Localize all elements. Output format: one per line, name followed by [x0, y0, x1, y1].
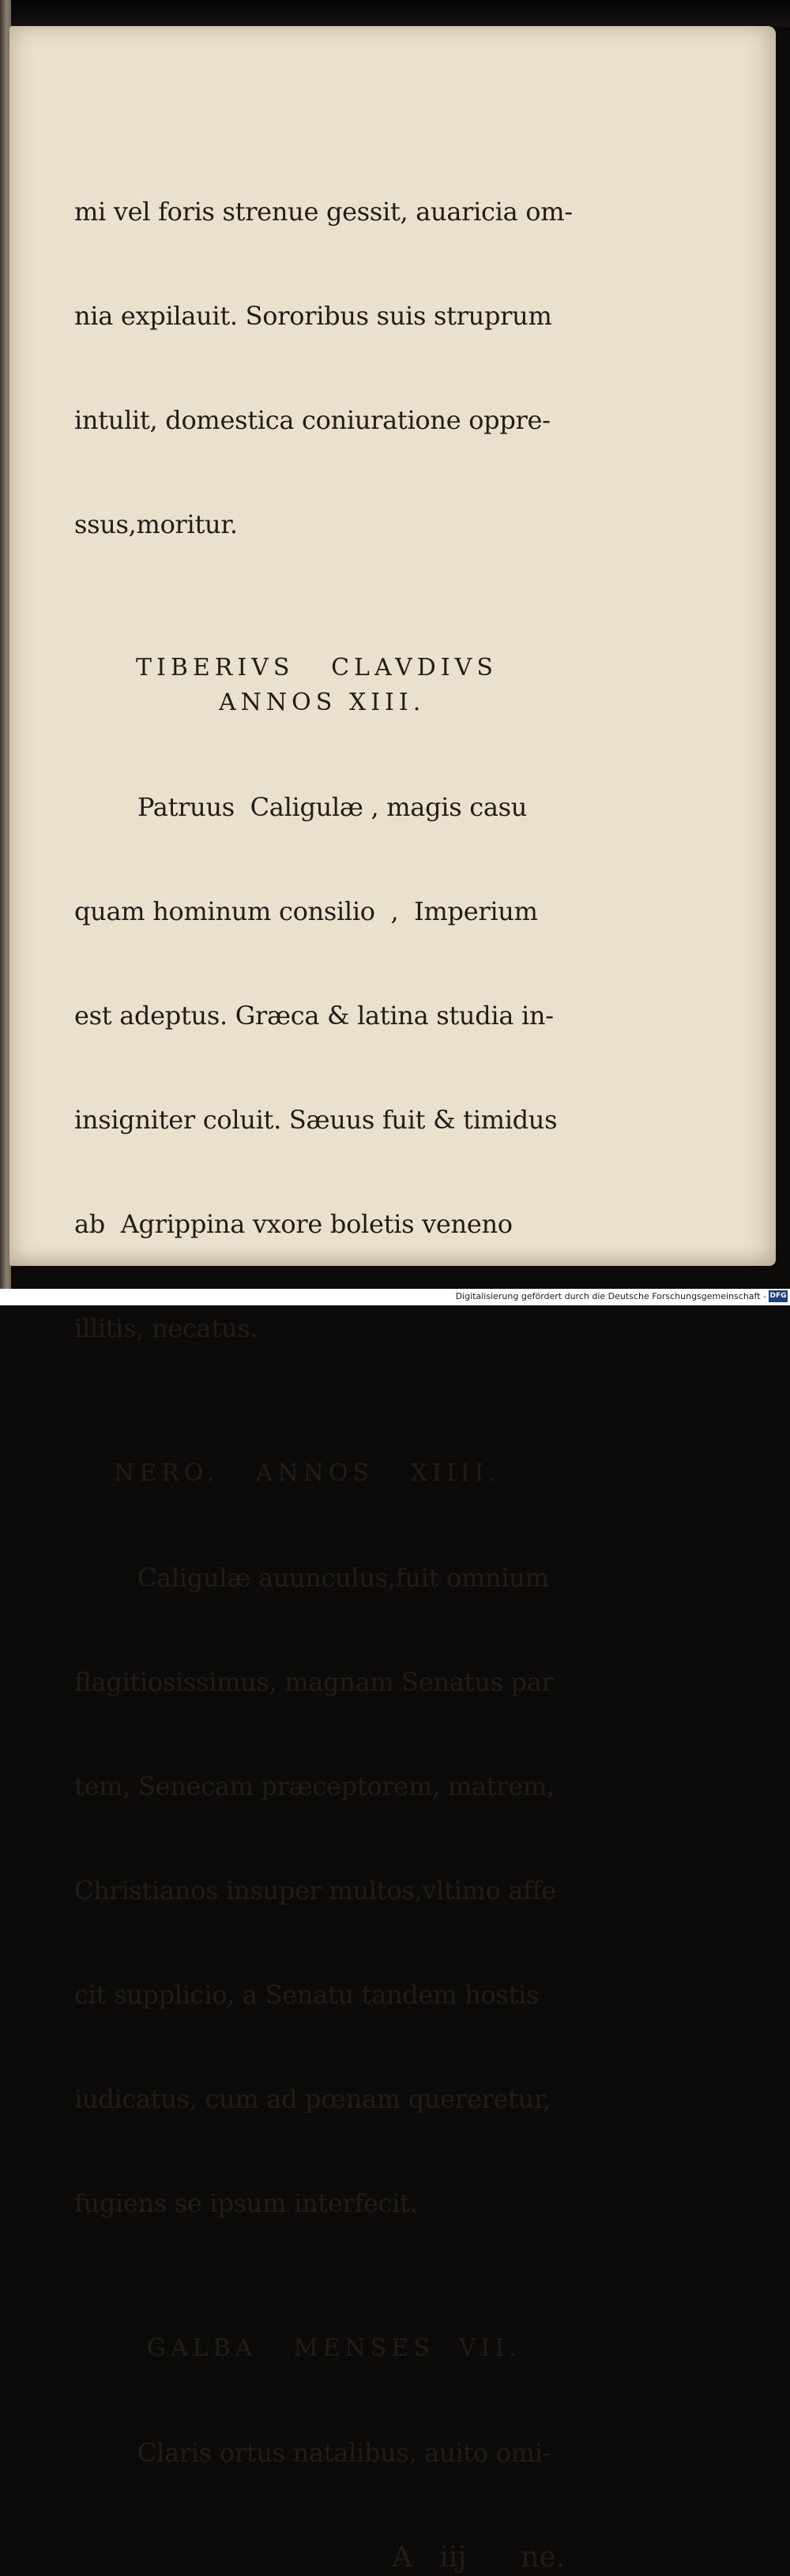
text-line: quam hominum consilio , Imperium	[74, 896, 538, 926]
text-line: ab Agrippina vxore boletis veneno	[74, 1209, 513, 1239]
paragraph-caligula-end	[74, 125, 611, 611]
paragraph-galba	[74, 2366, 611, 2540]
text-line: mi vel foris strenue gessit, auaricia om-	[74, 197, 573, 227]
page-text	[74, 125, 611, 2576]
text-line: flagitiosissimus, magnam Senatus par	[74, 1667, 554, 1697]
heading-claudius-years: ANNOS XIII.	[219, 689, 426, 716]
text-line: ssus,moritur.	[74, 509, 238, 539]
text-line: intulit, domestica coniuratione oppre-	[74, 405, 551, 435]
text-line: est adeptus. Græca & latina studia in-	[74, 1001, 554, 1031]
paragraph-nero	[74, 1491, 611, 2290]
scan-top-edge	[0, 0, 790, 27]
text-line: nia expilauit. Sororibus suis struprum	[74, 301, 552, 331]
signature-mark: A iij ne.	[392, 2541, 566, 2574]
text-line: Claris ortus natalibus, auito omi-	[137, 2438, 551, 2468]
text-line: Patruus Caligulæ , magis casu	[137, 792, 528, 822]
paragraph-claudius	[74, 720, 611, 1415]
text-line: illitis, necatus.	[74, 1313, 258, 1343]
text-line: Caligulæ auunculus,fuit omnium	[137, 1563, 549, 1593]
text-line: Christianos insuper multos,vltimo affe	[74, 1876, 556, 1906]
text-line: fugiens se ipsum interfecit.	[74, 2188, 418, 2218]
text-line: iudicatus, cum ad pœnam quereretur,	[74, 2084, 551, 2114]
digitization-footer	[0, 1289, 790, 1305]
text-line: insigniter coluit. Sæuus fuit & timidus	[74, 1105, 558, 1135]
funding-credit: Digitalisierung gefördert durch die Deutsche Forschungsgemeinschaft -	[455, 1291, 766, 1301]
heading-galba: GALBA MENSES VII.	[147, 2334, 521, 2362]
dfg-logo-icon: DFG	[769, 1290, 788, 1302]
heading-claudius: TIBERIVS CLAVDIVS	[136, 654, 498, 682]
heading-nero: NERO. ANNOS XIIII.	[114, 1459, 501, 1487]
text-line: tem, Senecam præceptorem, matrem,	[74, 1771, 555, 1801]
text-line: cit supplicio, a Senatu tandem hostis	[74, 1980, 540, 2010]
